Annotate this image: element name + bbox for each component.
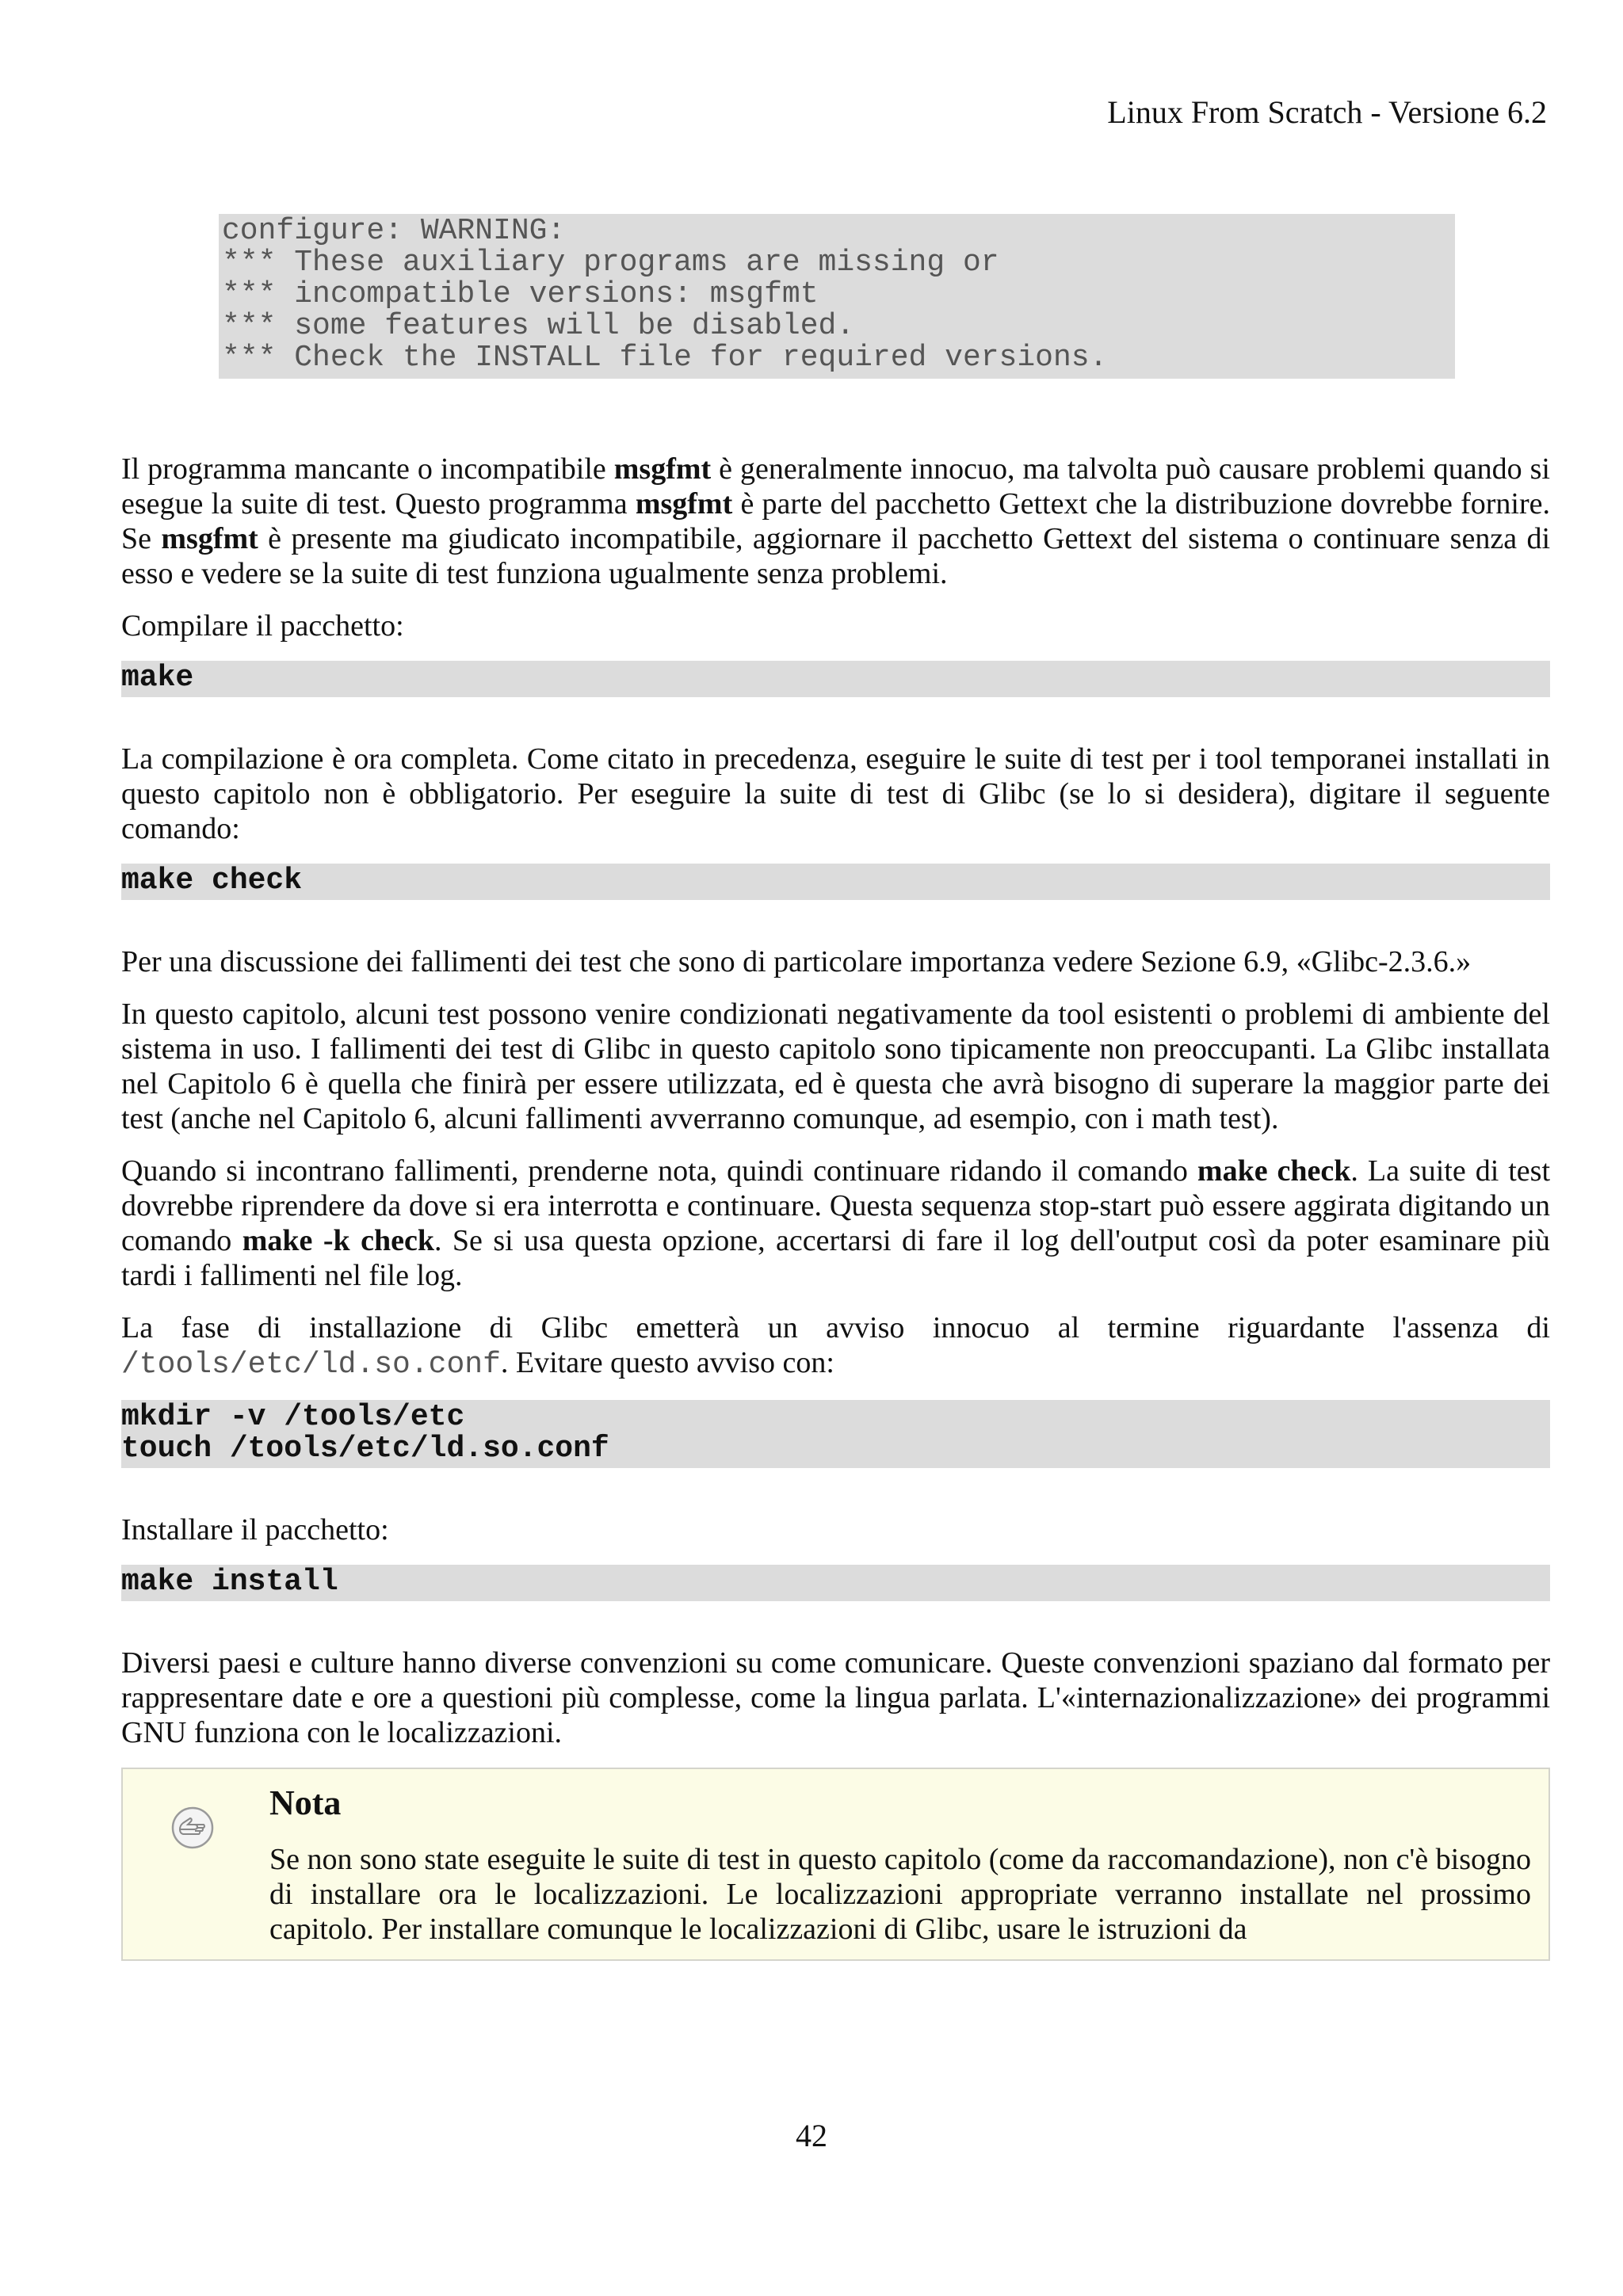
code-block-make: make <box>121 661 1550 697</box>
note-title: Nota <box>269 1783 342 1822</box>
paragraph-localization: Diversi paesi e culture hanno diverse convenzioni su come comunicare. Queste convenzioni spaziano dal formato per rappresentare date e ore a questioni più complesse, come la lingua parlata. L'«internazionalizzazione» dei programmi GNU funziona con le localizzazioni. <box>121 1646 1550 1749</box>
note-text: Se non sono state eseguite le suite di test in questo capitolo (come da raccomandazione), non c'è bisogno di installare ora le localizzazioni. Le localizzazioni appropriate verranno installate nel prossimo capitolo. Per installare comunque le localizzazioni di Glibc, usare le istruzioni da <box>269 1843 1531 1946</box>
warning-line: *** some features will be disabled. <box>222 309 855 343</box>
code-block-mkdir-touch: mkdir -v /tools/etc touch /tools/etc/ld.so.conf <box>121 1400 1550 1468</box>
warning-output-block <box>219 214 1455 379</box>
page-number: 42 <box>796 2118 827 2153</box>
warning-line: *** incompatible versions: msgfmt <box>222 277 819 311</box>
command-name: msgfmt <box>161 522 258 555</box>
paragraph-failures-handling: Quando si incontrano fallimenti, prenderne nota, quindi continuare ridando il comando make check. La suite di test dovrebbe riprendere da dove si era interrotta e continuare. Questa sequenza stop-start può essere aggirata digitando un comando make -k check. Se si usa questa opzione, accertarsi di fare il log dell'output così da poter esaminare più tardi i fallimenti nel file log. <box>121 1154 1551 1292</box>
note-box <box>121 1768 1550 1961</box>
warning-line: *** Check the INSTALL file for required versions. <box>222 341 1108 375</box>
code-block-make-check: make check <box>121 864 1550 900</box>
warning-line: configure: WARNING: <box>222 214 566 248</box>
command-name: make -k check <box>242 1224 434 1257</box>
paragraph-msgfmt: Il programma mancante o incompatibile msgfmt è generalmente innocuo, ma talvolta può causare problemi quando si esegue la suite di test. Questo programma msgfmt è parte del pacchetto Gettext che la distribuzione dovrebbe fornire. Se msgfmt è presente ma giudicato incompatibile, aggiornare il pacchetto Gettext del sistema o continuare senza di esso e vedere se la suite di test funziona ugualmente senza problemi. <box>121 452 1551 590</box>
running-header: Linux From Scratch - Versione 6.2 <box>1107 94 1547 130</box>
paragraph-compile: Compilare il pacchetto: <box>121 609 404 643</box>
command-name: msgfmt <box>635 487 733 521</box>
paragraph-install-warning: La fase di installazione di Glibc emetterà un avviso innocuo al termine riguardante l'assenza di /tools/etc/ld.so.conf. Evitare questo avviso con: <box>121 1311 1550 1382</box>
paragraph-discussion: Per una discussione dei fallimenti dei test che sono di particolare importanza vedere Sezione 6.9, «Glibc-2.3.6.» <box>121 945 1472 978</box>
warning-line: *** These auxiliary programs are missing or <box>222 246 999 280</box>
code-block-make-install: make install <box>121 1565 1550 1601</box>
page-content <box>121 214 1550 1961</box>
paragraph-compile-complete: La compilazione è ora completa. Come citato in precedenza, eseguire le suite di test per i tool temporanei installati in questo capitolo non è obbligatorio. Per eseguire la suite di test di Glibc (se lo si desidera), digitare il seguente comando: <box>121 742 1550 845</box>
command-name: msgfmt <box>613 452 712 486</box>
command-name: make check <box>1197 1154 1351 1188</box>
paragraph-install: Installare il pacchetto: <box>121 1513 389 1547</box>
file-path: /tools/etc/ld.so.conf <box>121 1348 501 1382</box>
pointing-hand-icon <box>170 1806 215 1850</box>
paragraph-test-failures: In questo capitolo, alcuni test possono venire condizionati negativamente da tool esistenti o problemi di ambiente del sistema in uso. I fallimenti dei test di Glibc in questo capitolo sono tipicamente non preoccupanti. La Glibc installata nel Capitolo 6 è quella che finirà per essere utilizzata, ed è questa che avrà bisogno di superare la maggior parte dei test (anche nel Capitolo 6, alcuni fallimenti avverranno comunque, ad esempio, con i math test). <box>121 997 1550 1135</box>
